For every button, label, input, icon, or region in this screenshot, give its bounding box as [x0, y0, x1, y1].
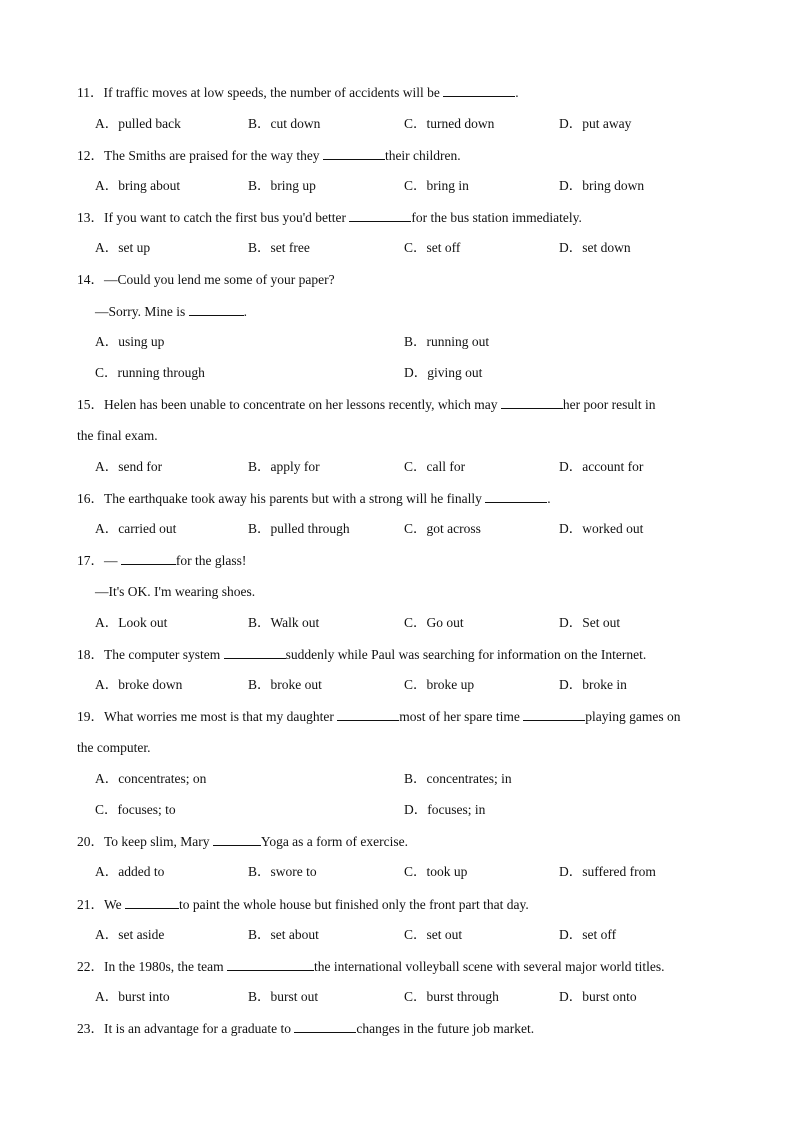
answer-blank[interactable]	[121, 551, 176, 565]
option-a[interactable]: A．using up	[95, 334, 165, 349]
option-a[interactable]: A．concentrates; on	[95, 771, 207, 786]
option-d[interactable]: D．giving out	[404, 365, 483, 380]
answer-blank[interactable]	[443, 83, 515, 97]
option-b[interactable]: B．set free	[248, 240, 310, 255]
stem-text: playing games on	[585, 709, 681, 724]
answer-blank[interactable]	[227, 957, 314, 971]
option-c[interactable]: C．focuses; to	[95, 802, 176, 817]
stem-text: —It's OK. I'm wearing shoes.	[95, 584, 256, 599]
stem-text: 20．To keep slim, Mary	[77, 834, 213, 849]
option-d[interactable]: D．suffered from	[559, 864, 656, 879]
option-d[interactable]: D．set off	[559, 927, 617, 942]
question-23-stem	[77, 1019, 534, 1038]
option-c[interactable]: C．turned down	[404, 116, 495, 131]
question-13-stem	[77, 208, 582, 227]
option-b[interactable]: B．set about	[248, 927, 319, 942]
option-b[interactable]: B．cut down	[248, 116, 321, 131]
stem-text: 19．What worries me most is that my daughter	[77, 709, 338, 724]
option-d[interactable]: D．Set out	[559, 615, 621, 630]
answer-blank[interactable]	[501, 395, 563, 409]
question-17-stem-line2	[95, 583, 255, 601]
option-c[interactable]: C．bring in	[404, 178, 469, 193]
option-c[interactable]: C．got across	[404, 521, 481, 536]
stem-text: changes in the future job market.	[356, 1021, 535, 1036]
option-a[interactable]: A．Look out	[95, 615, 168, 630]
option-b[interactable]: B．swore to	[248, 864, 317, 879]
option-b[interactable]: B．burst out	[248, 989, 319, 1004]
stem-text: suddenly while Paul was searching for information on the Internet.	[285, 647, 647, 662]
option-b[interactable]: B．bring up	[248, 178, 316, 193]
stem-text: Yoga as a form of exercise.	[260, 834, 409, 849]
stem-text: 15．Helen has been unable to concentrate on her lessons recently, which may	[77, 397, 501, 412]
question-15-stem-line2	[77, 427, 158, 445]
answer-blank[interactable]	[189, 302, 244, 316]
option-a[interactable]: A．broke down	[95, 677, 183, 692]
option-d[interactable]: D．put away	[559, 116, 632, 131]
option-c[interactable]: C．running through	[95, 365, 205, 380]
stem-text: the international volleyball scene with several major world titles.	[313, 959, 665, 974]
option-d[interactable]: D．focuses; in	[404, 802, 486, 817]
option-a[interactable]: A．added to	[95, 864, 165, 879]
stem-text: the computer.	[77, 740, 151, 755]
option-a[interactable]: A．set aside	[95, 927, 165, 942]
answer-blank[interactable]	[294, 1019, 356, 1033]
option-b[interactable]: B．broke out	[248, 677, 322, 692]
stem-text: to paint the whole house but finished only the front part that day.	[179, 897, 529, 912]
stem-text: for the bus station immediately.	[411, 210, 582, 225]
option-d[interactable]: D．worked out	[559, 521, 644, 536]
stem-text: for the glass!	[175, 553, 247, 568]
option-c[interactable]: C．call for	[404, 459, 466, 474]
option-c[interactable]: C．burst through	[404, 989, 499, 1004]
option-b[interactable]: B．concentrates; in	[404, 771, 512, 786]
stem-text: 18．The computer system	[77, 647, 224, 662]
stem-text: 21．We	[77, 897, 126, 912]
answer-blank[interactable]	[323, 146, 385, 160]
answer-blank[interactable]	[523, 707, 585, 721]
option-c[interactable]: C．set off	[404, 240, 461, 255]
question-20-stem	[77, 832, 408, 851]
stem-text: 12．The Smiths are praised for the way they	[77, 148, 323, 163]
option-a[interactable]: A．set up	[95, 240, 151, 255]
answer-blank[interactable]	[125, 895, 179, 909]
stem-text: the final exam.	[77, 428, 158, 443]
option-a[interactable]: A．carried out	[95, 521, 177, 536]
option-a[interactable]: A．bring about	[95, 178, 181, 193]
option-c[interactable]: C．took up	[404, 864, 468, 879]
question-14-stem-line2	[95, 302, 247, 321]
option-d[interactable]: D．broke in	[559, 677, 627, 692]
stem-text: .	[515, 85, 519, 100]
option-b[interactable]: B．running out	[404, 334, 490, 349]
stem-text: .	[547, 491, 551, 506]
question-12-stem	[77, 146, 461, 165]
question-15-stem	[77, 395, 655, 414]
stem-text: 13．If you want to catch the first bus you'd better	[77, 210, 350, 225]
answer-blank[interactable]	[337, 707, 399, 721]
question-22-stem	[77, 957, 665, 976]
question-16-stem	[77, 489, 551, 508]
option-c[interactable]: C．broke up	[404, 677, 475, 692]
option-a[interactable]: A．burst into	[95, 989, 170, 1004]
option-d[interactable]: D．account for	[559, 459, 644, 474]
stem-text: their children.	[384, 148, 461, 163]
stem-text: 11．If traffic moves at low speeds, the number of accidents will be	[77, 85, 444, 100]
stem-text: .	[243, 304, 247, 319]
answer-blank[interactable]	[349, 208, 411, 222]
question-14-stem	[77, 271, 335, 289]
question-17-stem	[77, 551, 246, 570]
question-18-stem	[77, 645, 646, 664]
answer-blank[interactable]	[224, 645, 286, 659]
option-a[interactable]: A．send for	[95, 459, 163, 474]
option-c[interactable]: C．set out	[404, 927, 463, 942]
question-11-stem	[77, 83, 519, 102]
stem-text: 23．It is an advantage for a graduate to	[77, 1021, 295, 1036]
option-b[interactable]: B．apply for	[248, 459, 320, 474]
option-d[interactable]: D．set down	[559, 240, 631, 255]
option-a[interactable]: A．pulled back	[95, 116, 181, 131]
question-19-stem	[77, 707, 681, 726]
stem-text: most of her spare time	[399, 709, 524, 724]
stem-text: 22．In the 1980s, the team	[77, 959, 227, 974]
answer-blank[interactable]	[213, 832, 261, 846]
option-d[interactable]: D．bring down	[559, 178, 645, 193]
answer-blank[interactable]	[485, 489, 547, 503]
stem-text: 17．—	[77, 553, 121, 568]
question-21-stem	[77, 895, 529, 914]
stem-text: 16．The earthquake took away his parents but with a strong will he finally	[77, 491, 486, 506]
option-c[interactable]: C．Go out	[404, 615, 464, 630]
option-b[interactable]: B．Walk out	[248, 615, 320, 630]
stem-text: 14．—Could you lend me some of your paper?	[77, 272, 335, 287]
option-d[interactable]: D．burst onto	[559, 989, 637, 1004]
option-b[interactable]: B．pulled through	[248, 521, 350, 536]
stem-text: her poor result in	[562, 397, 656, 412]
question-19-stem-line2	[77, 739, 150, 757]
stem-text: —Sorry. Mine is	[95, 304, 189, 319]
